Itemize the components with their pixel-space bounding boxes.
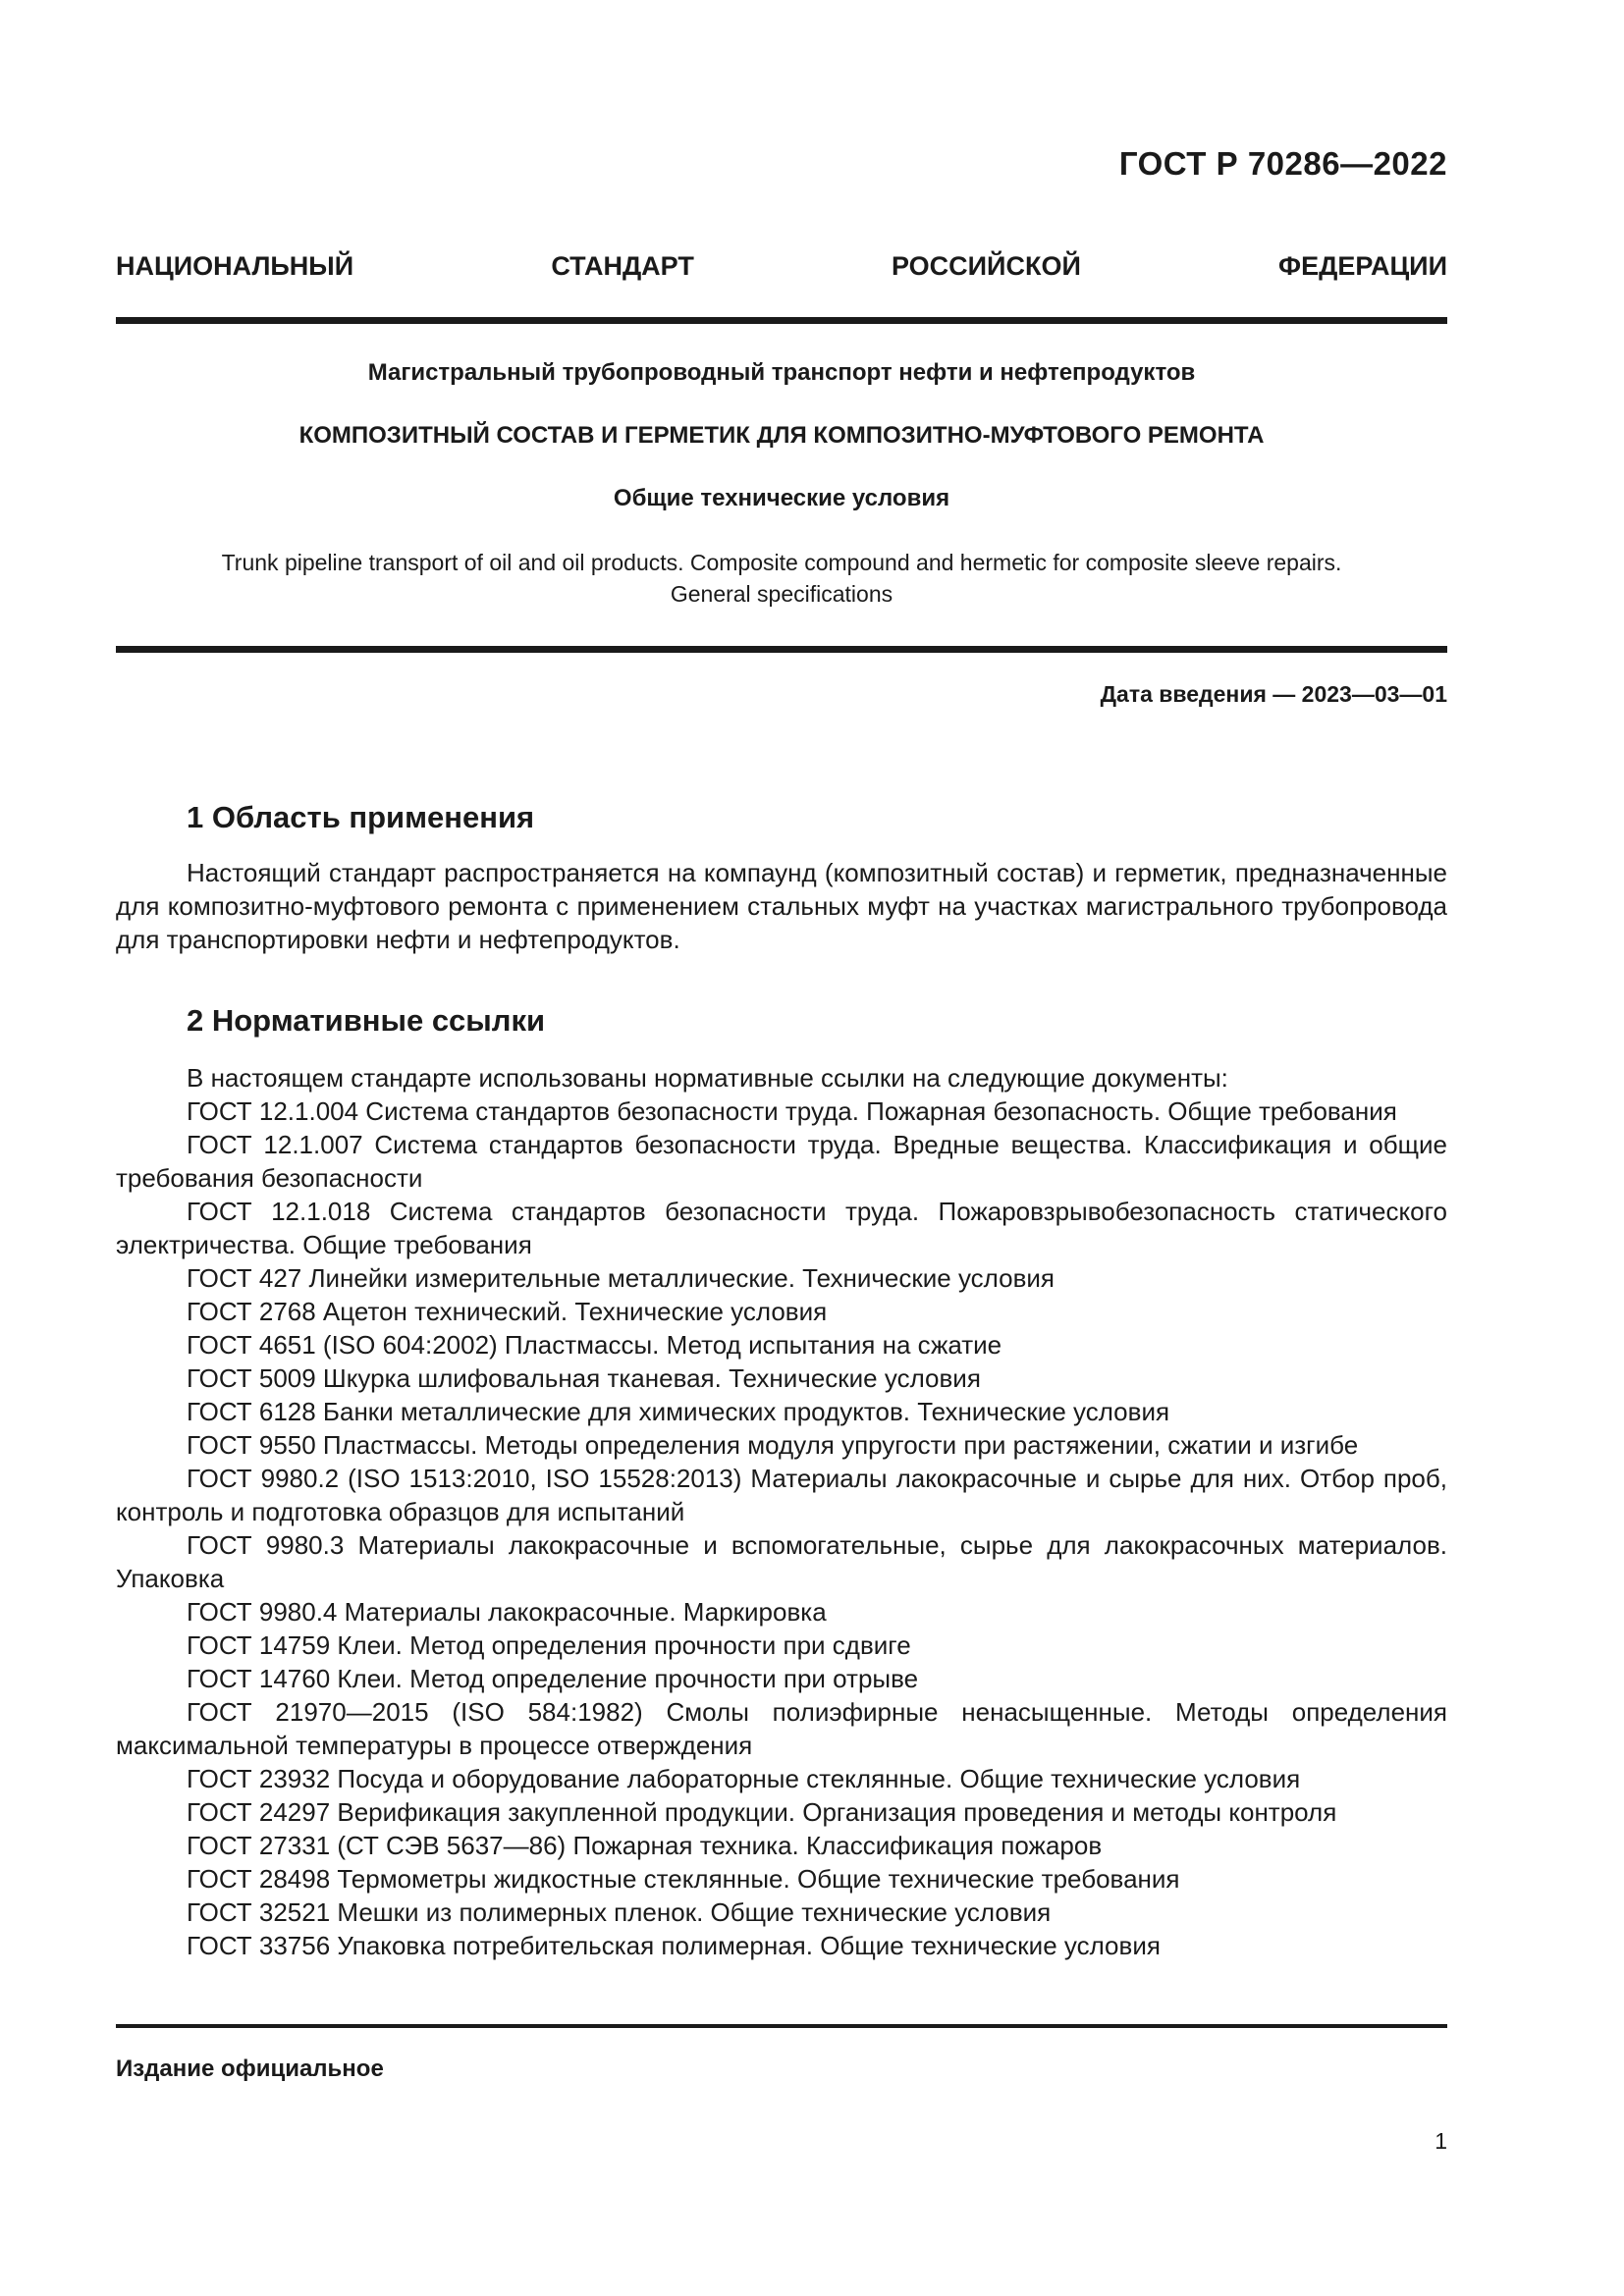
header-word: СТАНДАРТ — [551, 251, 694, 281]
reference-item: ГОСТ 32521 Мешки из полимерных пленок. Общие технические условия — [187, 1897, 1052, 1927]
footer-divider — [116, 2024, 1447, 2028]
reference-item: ГОСТ 12.1.004 Система стандартов безопасности труда. Пожарная безопасность. Общие требования — [187, 1096, 1397, 1126]
header-word: НАЦИОНАЛЬНЫЙ — [116, 251, 354, 281]
title-line-3: Общие технические условия — [613, 485, 950, 511]
english-title-line: Trunk pipeline transport of oil and oil products. Composite compound and hermetic for composite sleeve repairs. — [221, 550, 1342, 575]
reference-item: ГОСТ 427 Линейки измерительные металлические. Технические условия — [187, 1263, 1055, 1293]
section-2-body — [116, 1061, 1447, 1962]
reference-item: ГОСТ 14759 Клеи. Метод определения прочности при сдвиге — [187, 1630, 911, 1660]
references-list — [116, 1095, 1447, 1962]
reference-item: ГОСТ 4651 (ISO 604:2002) Пластмассы. Метод испытания на сжатие — [187, 1330, 1002, 1360]
reference-item: ГОСТ 2768 Ацетон технический. Технические условия — [187, 1297, 828, 1326]
section-2-heading: 2 Нормативные ссылки — [187, 1003, 546, 1038]
reference-item: ГОСТ 23932 Посуда и оборудование лабораторные стеклянные. Общие технические условия — [187, 1764, 1301, 1793]
document-number: ГОСТ Р 70286—2022 — [1118, 145, 1447, 182]
reference-item: ГОСТ 9550 Пластмассы. Методы определения модуля упругости при растяжении, сжатии и изгибе — [187, 1430, 1359, 1460]
reference-item: ГОСТ 6128 Банки металлические для химических продуктов. Технические условия — [187, 1397, 1170, 1426]
section-1-body — [116, 856, 1447, 956]
reference-item: ГОСТ 12.1.007 Система стандартов безопасности труда. Вредные вещества. Классификация и общие требования безопасности — [116, 1130, 1447, 1193]
title-line-1: Магистральный трубопроводный транспорт нефти и нефтепродуктов — [367, 359, 1196, 386]
official-edition-label: Издание официальное — [116, 2056, 384, 2082]
page-number: 1 — [1435, 2128, 1447, 2154]
reference-item: ГОСТ 9980.2 (ISO 1513:2010, ISO 15528:2013) Материалы лакокрасочные и сырье для них. Отбор проб, контроль и подготовка образцов для испытаний — [116, 1464, 1447, 1526]
header-word: ФЕДЕРАЦИИ — [1278, 251, 1447, 281]
national-standard-header — [116, 251, 1447, 282]
english-title — [116, 547, 1447, 610]
reference-item: ГОСТ 9980.4 Материалы лакокрасочные. Маркировка — [187, 1597, 827, 1627]
reference-item: ГОСТ 9980.3 Материалы лакокрасочные и вспомогательные, сырье для лакокрасочных материалов. Упаковка — [116, 1530, 1447, 1593]
references-intro: В настоящем стандарте использованы нормативные ссылки на следующие документы: — [187, 1063, 1228, 1093]
reference-item: ГОСТ 24297 Верификация закупленной продукции. Организация проведения и методы контроля — [187, 1797, 1337, 1827]
reference-item: ГОСТ 12.1.018 Система стандартов безопасности труда. Пожаровзрывобезопасность статического электричества. Общие требования — [116, 1197, 1447, 1259]
reference-item: ГОСТ 14760 Клеи. Метод определение прочности при отрыве — [187, 1664, 919, 1693]
english-title-text — [116, 547, 1447, 610]
reference-item: ГОСТ 21970—2015 (ISO 584:1982) Смолы полиэфирные ненасыщенные. Методы определения максимальной температуры в процессе отверждения — [116, 1697, 1447, 1760]
reference-item: ГОСТ 28498 Термометры жидкостные стеклянные. Общие технические требования — [187, 1864, 1180, 1894]
introduction-date: Дата введения — 2023—03—01 — [1100, 681, 1447, 707]
title-divider — [116, 646, 1447, 653]
english-title-line: General specifications — [670, 581, 893, 607]
reference-item: ГОСТ 5009 Шкурка шлифовальная тканевая. Технические условия — [187, 1363, 981, 1393]
top-divider — [116, 317, 1447, 324]
reference-item: ГОСТ 33756 Упаковка потребительская полимерная. Общие технические условия — [187, 1931, 1161, 1960]
section-1-heading: 1 Область применения — [187, 800, 535, 834]
section-1-paragraph: Настоящий стандарт распространяется на компаунд (композитный состав) и герметик, предназначенные для композитно-муфтового ремонта с применением стальных муфт на участках магистрального трубопровода для транспортировки нефти и нефтепродуктов. — [116, 858, 1447, 954]
header-word: РОССИЙСКОЙ — [892, 251, 1081, 281]
title-line-2: КОМПОЗИТНЫЙ СОСТАВ И ГЕРМЕТИК ДЛЯ КОМПОЗИТНО-МУФТОВОГО РЕМОНТА — [298, 422, 1265, 449]
reference-item: ГОСТ 27331 (СТ СЭВ 5637—86) Пожарная техника. Классификация пожаров — [187, 1831, 1103, 1860]
